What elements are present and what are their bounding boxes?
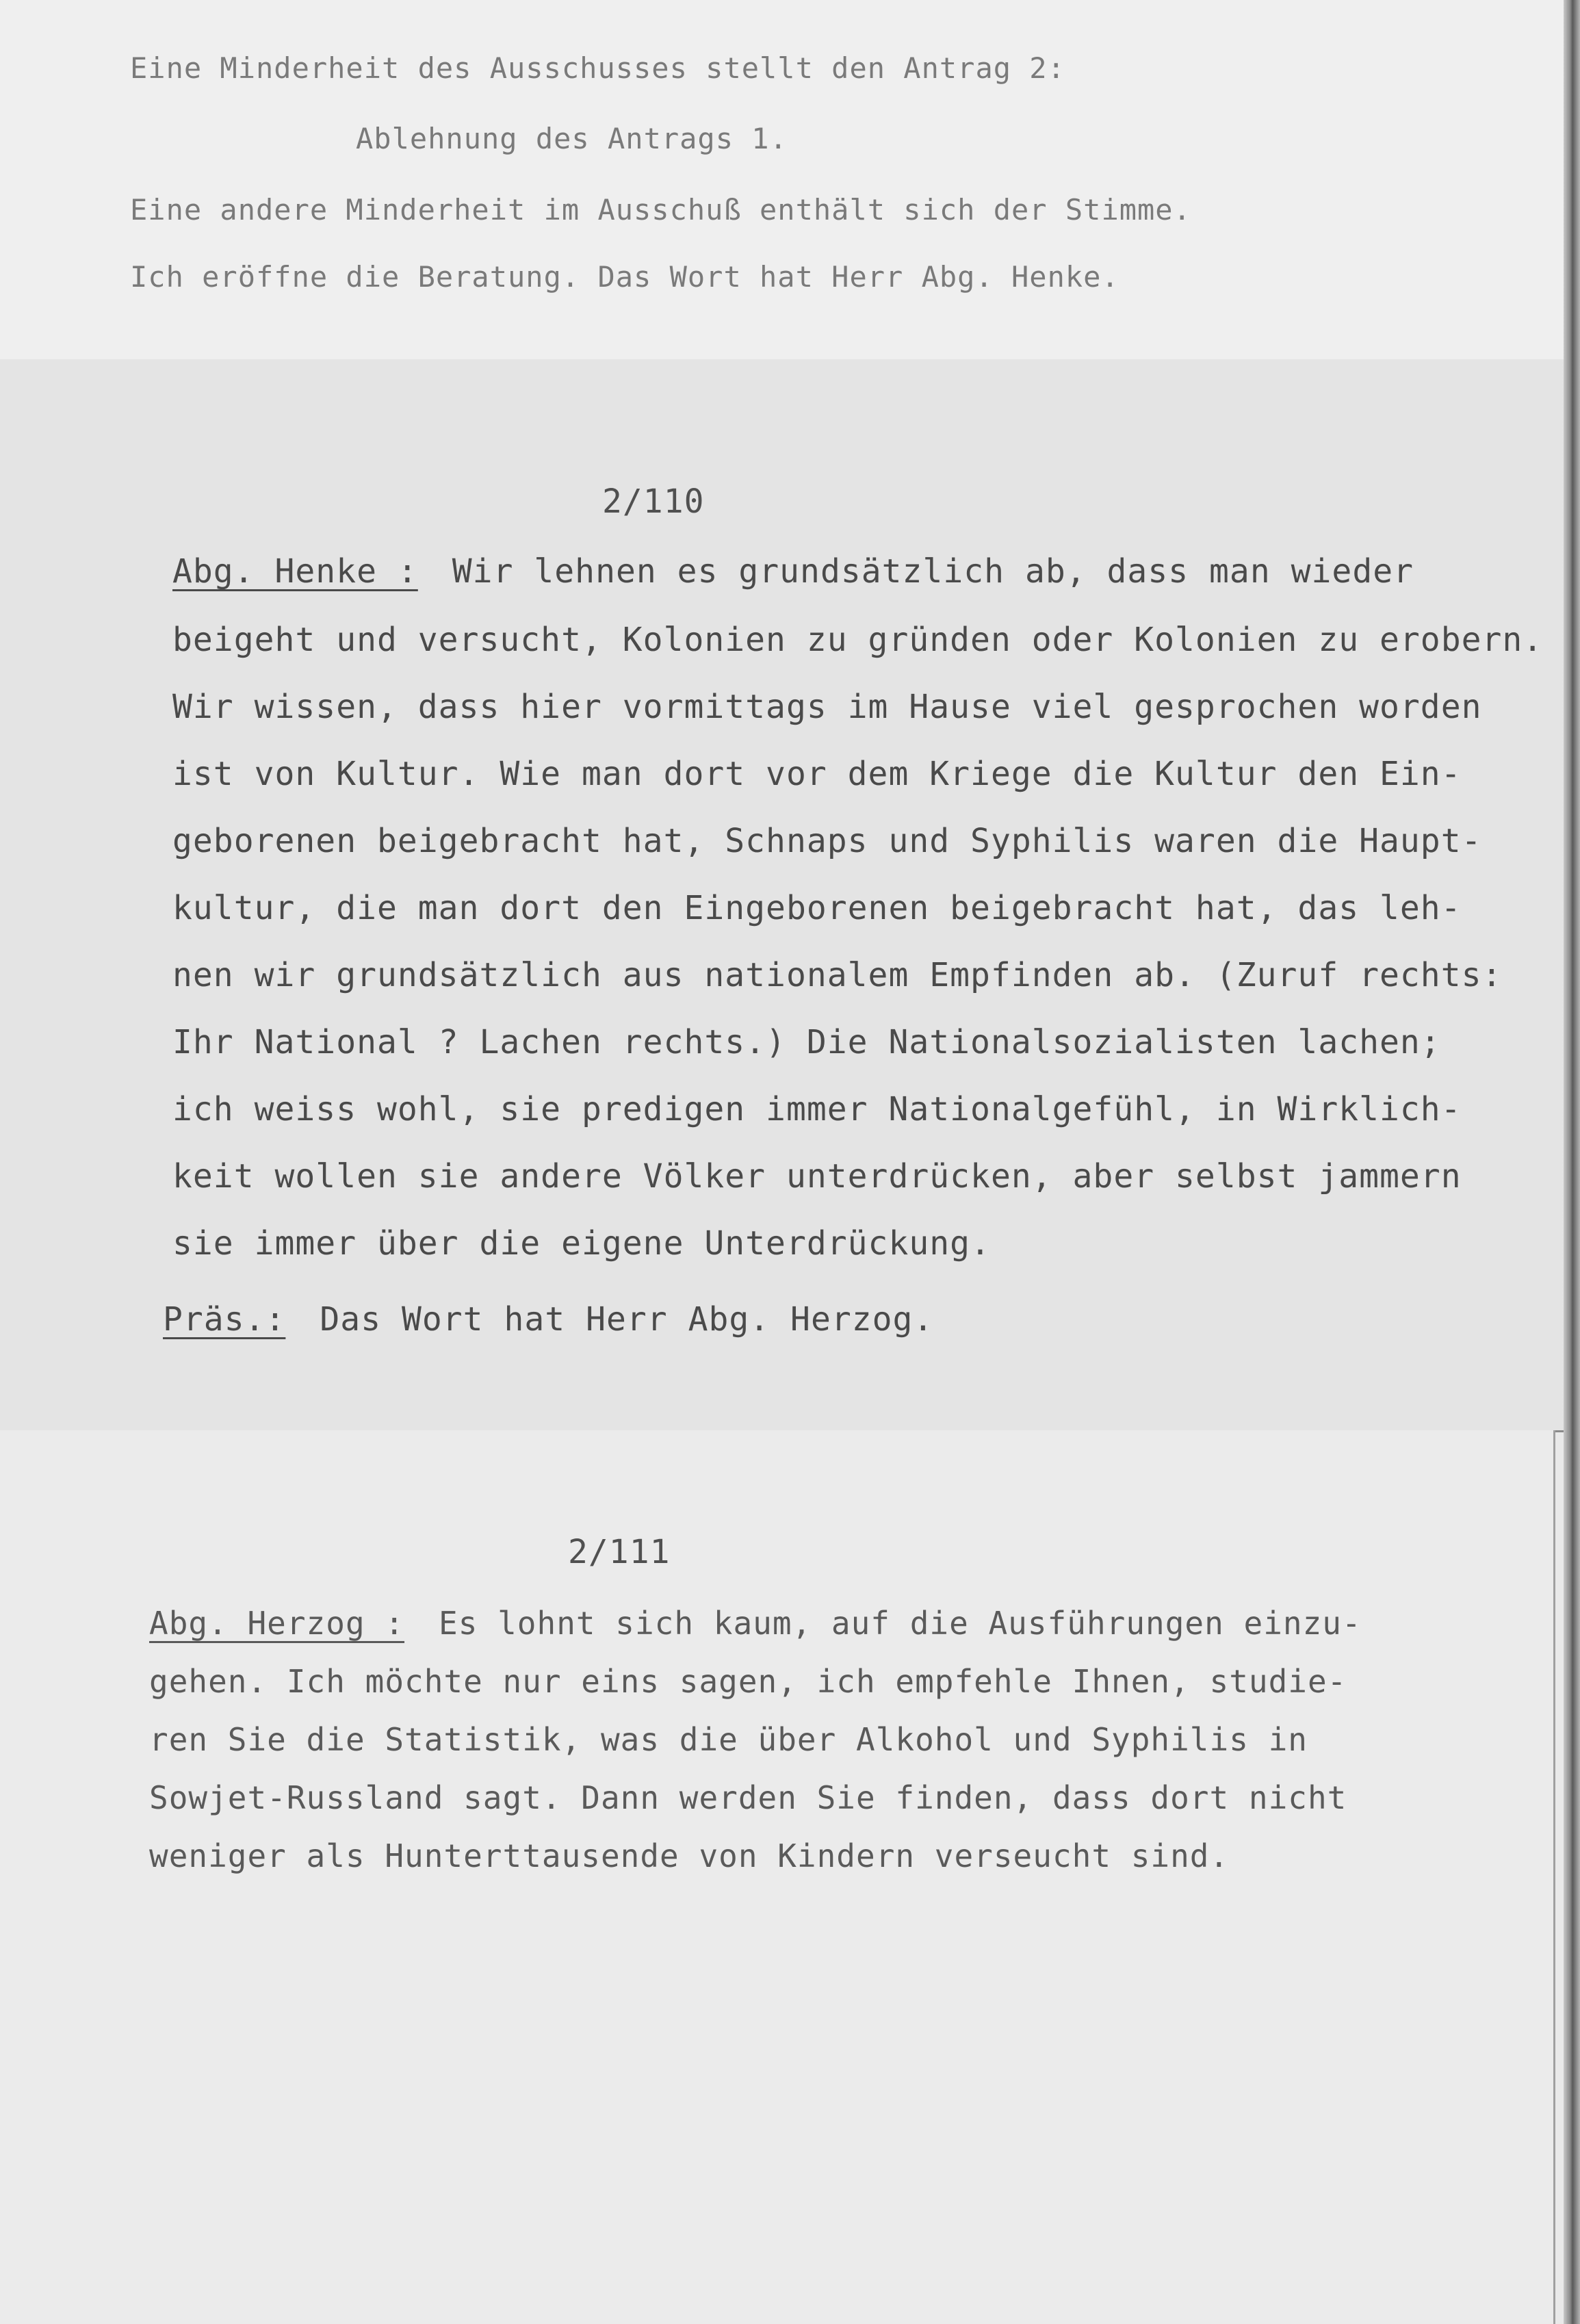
text-line: Ich eröffne die Beratung. Das Wort hat Herr Abg. Henke. — [130, 260, 1119, 294]
text-line: sie immer über die eigene Unterdrückung. — [172, 1224, 991, 1263]
page-number: 2/111 — [568, 1533, 671, 1571]
president-label: Präs.: — [163, 1300, 286, 1339]
text-line: keit wollen sie andere Völker unterdrücken, aber selbst jammern — [172, 1157, 1462, 1196]
text-line: Eine andere Minderheit im Ausschuß enthält sich der Stimme. — [130, 193, 1191, 227]
president-paragraph — [163, 1300, 933, 1339]
text-line: geborenen beigebracht hat, Schnaps und Syphilis waren die Haupt- — [172, 822, 1482, 860]
speaker-label: Abg. Henke : — [172, 552, 418, 591]
speaker-paragraph-first-line — [172, 552, 1414, 591]
text-line: Es lohnt sich kaum, auf die Ausführungen einzu- — [439, 1605, 1362, 1642]
text-line: gehen. Ich möchte nur eins sagen, ich empfehle Ihnen, studie- — [149, 1663, 1347, 1700]
bottom-page-fragment — [0, 1430, 1555, 2324]
text-line: Eine Minderheit des Ausschusses stellt den Antrag 2: — [130, 51, 1065, 85]
text-line: Ablehnung des Antrags 1. — [356, 122, 788, 155]
text-line: weniger als Hunterttausende von Kindern verseucht sind. — [149, 1837, 1230, 1874]
text-line: Wir lehnen es grundsätzlich ab, dass man wieder — [452, 552, 1414, 591]
speaker-label: Abg. Herzog : — [149, 1605, 405, 1642]
binding-edge — [1564, 0, 1580, 2324]
text-line: Ihr National ? Lachen rechts.) Die Nationalsozialisten lachen; — [172, 1023, 1441, 1061]
text-line: ich weiss wohl, sie predigen immer Nationalgefühl, in Wirklich- — [172, 1090, 1462, 1128]
middle-page-fragment — [0, 359, 1572, 1432]
speaker-paragraph-first-line — [149, 1605, 1362, 1642]
text-line: ren Sie die Statistik, was die über Alkohol und Syphilis in — [149, 1721, 1308, 1758]
text-line: beigeht und versucht, Kolonien zu gründen oder Kolonien zu erobern. — [172, 621, 1544, 659]
text-line: Das Wort hat Herr Abg. Herzog. — [320, 1300, 934, 1339]
page-number: 2/110 — [602, 482, 705, 521]
text-line: ist von Kultur. Wie man dort vor dem Kriege die Kultur den Ein- — [172, 755, 1462, 793]
top-page-fragment — [0, 0, 1564, 368]
text-line: Wir wissen, dass hier vormittags im Hause viel gesprochen worden — [172, 688, 1482, 726]
text-line: kultur, die man dort den Eingeborenen beigebracht hat, das leh- — [172, 889, 1462, 927]
text-line: Sowjet-Russland sagt. Dann werden Sie finden, dass dort nicht — [149, 1779, 1347, 1816]
text-line: nen wir grundsätzlich aus nationalem Empfinden ab. (Zuruf rechts: — [172, 956, 1503, 994]
